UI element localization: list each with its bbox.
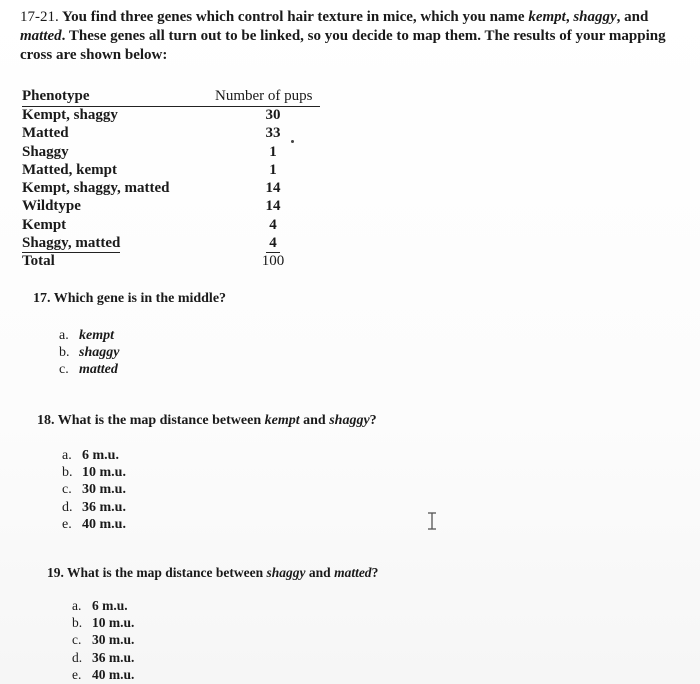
option-text: 36 m.u. (82, 499, 126, 515)
gene-name-shaggy: shaggy (573, 9, 617, 25)
question-18-gene-a: kempt (264, 413, 300, 428)
phenotype-cell: Wildtype (22, 198, 81, 215)
option-letter: b. (72, 615, 83, 631)
problem-number: 17-21. (20, 9, 59, 25)
option-text: 6 m.u. (82, 448, 119, 463)
option-letter: b. (62, 465, 73, 481)
question-17-prompt: 17. Which gene is in the middle? (33, 291, 227, 306)
answer-option[interactable] (72, 598, 134, 615)
phenotype-cell: Matted (22, 125, 69, 142)
answer-option[interactable] (62, 448, 126, 465)
option-letter: c. (62, 482, 72, 498)
header-number-of-pups: Number of pups (215, 88, 313, 104)
option-letter: b. (59, 345, 70, 361)
option-letter: c. (59, 362, 69, 378)
intro-conjunction: , and (616, 9, 649, 25)
option-letter: a. (62, 448, 72, 463)
question-18-prompt: 18. What is the map distance between (37, 413, 265, 428)
question-19-prompt: 19. What is the map distance between (47, 565, 267, 580)
option-text: matted (79, 362, 118, 378)
question-18-end: ? (369, 413, 377, 428)
table-row (22, 144, 342, 162)
table-row (22, 180, 342, 198)
option-letter: a. (72, 598, 82, 613)
intro-separator: , (565, 9, 574, 25)
phenotype-cell: Matted, kempt (22, 161, 117, 178)
header-phenotype: Phenotype (22, 88, 90, 104)
total-value: 100 (261, 253, 285, 270)
option-letter: d. (62, 499, 73, 515)
intro-text-a: You find three genes which control hair texture in mice, which you name (58, 9, 529, 25)
mapping-results-table (22, 88, 342, 272)
gene-name-kempt: kempt (528, 9, 566, 25)
count-cell: 33 (265, 125, 281, 142)
phenotype-cell: Kempt (22, 216, 67, 233)
count-cell: 4 (269, 216, 277, 233)
table-total-row (22, 253, 342, 271)
answer-option[interactable] (72, 650, 134, 667)
count-cell-value: 4 (266, 235, 280, 253)
question-18 (37, 413, 377, 429)
count-cell: 1 (269, 143, 277, 160)
intro-text-b: . These genes all turn out to be linked, so you decide to map them. The results of your mapping cross are shown below: (20, 28, 666, 63)
question-18-conjunction: and (299, 413, 330, 428)
option-text: 30 m.u. (82, 482, 126, 498)
question-18-gene-b: shaggy (329, 413, 370, 428)
phenotype-cell: Shaggy, matted (22, 235, 121, 252)
answer-option[interactable] (59, 328, 119, 345)
count-cell: 14 (265, 180, 281, 197)
answer-option[interactable] (59, 362, 119, 379)
option-text: shaggy (79, 345, 120, 361)
question-19-options (72, 598, 134, 684)
option-text: 10 m.u. (82, 465, 126, 481)
answer-option[interactable] (62, 465, 126, 482)
answer-option[interactable] (62, 482, 126, 499)
count-cell: 1 (269, 161, 277, 178)
problem-intro (20, 8, 688, 65)
question-19-conjunction: and (305, 565, 335, 580)
count-cell: 14 (265, 198, 281, 215)
count-cell (258, 235, 288, 253)
phenotype-cell: Shaggy (22, 143, 69, 160)
total-label: Total (22, 253, 55, 270)
table-header (22, 88, 320, 107)
question-19 (47, 565, 378, 581)
answer-option[interactable] (59, 345, 119, 362)
answer-option[interactable] (72, 667, 134, 684)
option-text: 10 m.u. (92, 615, 135, 631)
table-row (22, 198, 342, 216)
option-letter: e. (72, 666, 82, 682)
phenotype-cell: Kempt, shaggy (22, 107, 118, 123)
gene-name-matted: matted (20, 28, 62, 44)
table-row (22, 125, 342, 143)
option-letter: e. (62, 516, 72, 532)
question-18-options (62, 448, 126, 534)
table-row (22, 107, 342, 125)
option-text: 36 m.u. (92, 649, 135, 665)
question-19-end: ? (371, 565, 379, 580)
option-text: 40 m.u. (82, 516, 126, 532)
table-row (22, 235, 342, 253)
answer-option[interactable] (72, 615, 134, 632)
stray-dot (291, 140, 294, 143)
phenotype-cell: Kempt, shaggy, matted (22, 180, 170, 197)
option-letter: d. (72, 649, 83, 665)
option-text: 40 m.u. (92, 666, 135, 682)
count-cell: 30 (265, 107, 281, 123)
option-text: 6 m.u. (92, 598, 128, 613)
table-row (22, 217, 342, 235)
answer-option[interactable] (62, 517, 126, 534)
question-17-options (59, 328, 119, 380)
text-cursor-icon (427, 511, 437, 531)
option-text: kempt (79, 328, 114, 343)
option-letter: c. (72, 632, 82, 648)
option-letter: a. (59, 328, 69, 343)
question-19-gene-a: shaggy (266, 565, 306, 580)
question-19-gene-b: matted (334, 565, 372, 580)
answer-option[interactable] (72, 632, 134, 649)
question-17 (33, 291, 226, 307)
answer-option[interactable] (62, 500, 126, 517)
option-text: 30 m.u. (92, 632, 135, 648)
table-row (22, 162, 342, 180)
